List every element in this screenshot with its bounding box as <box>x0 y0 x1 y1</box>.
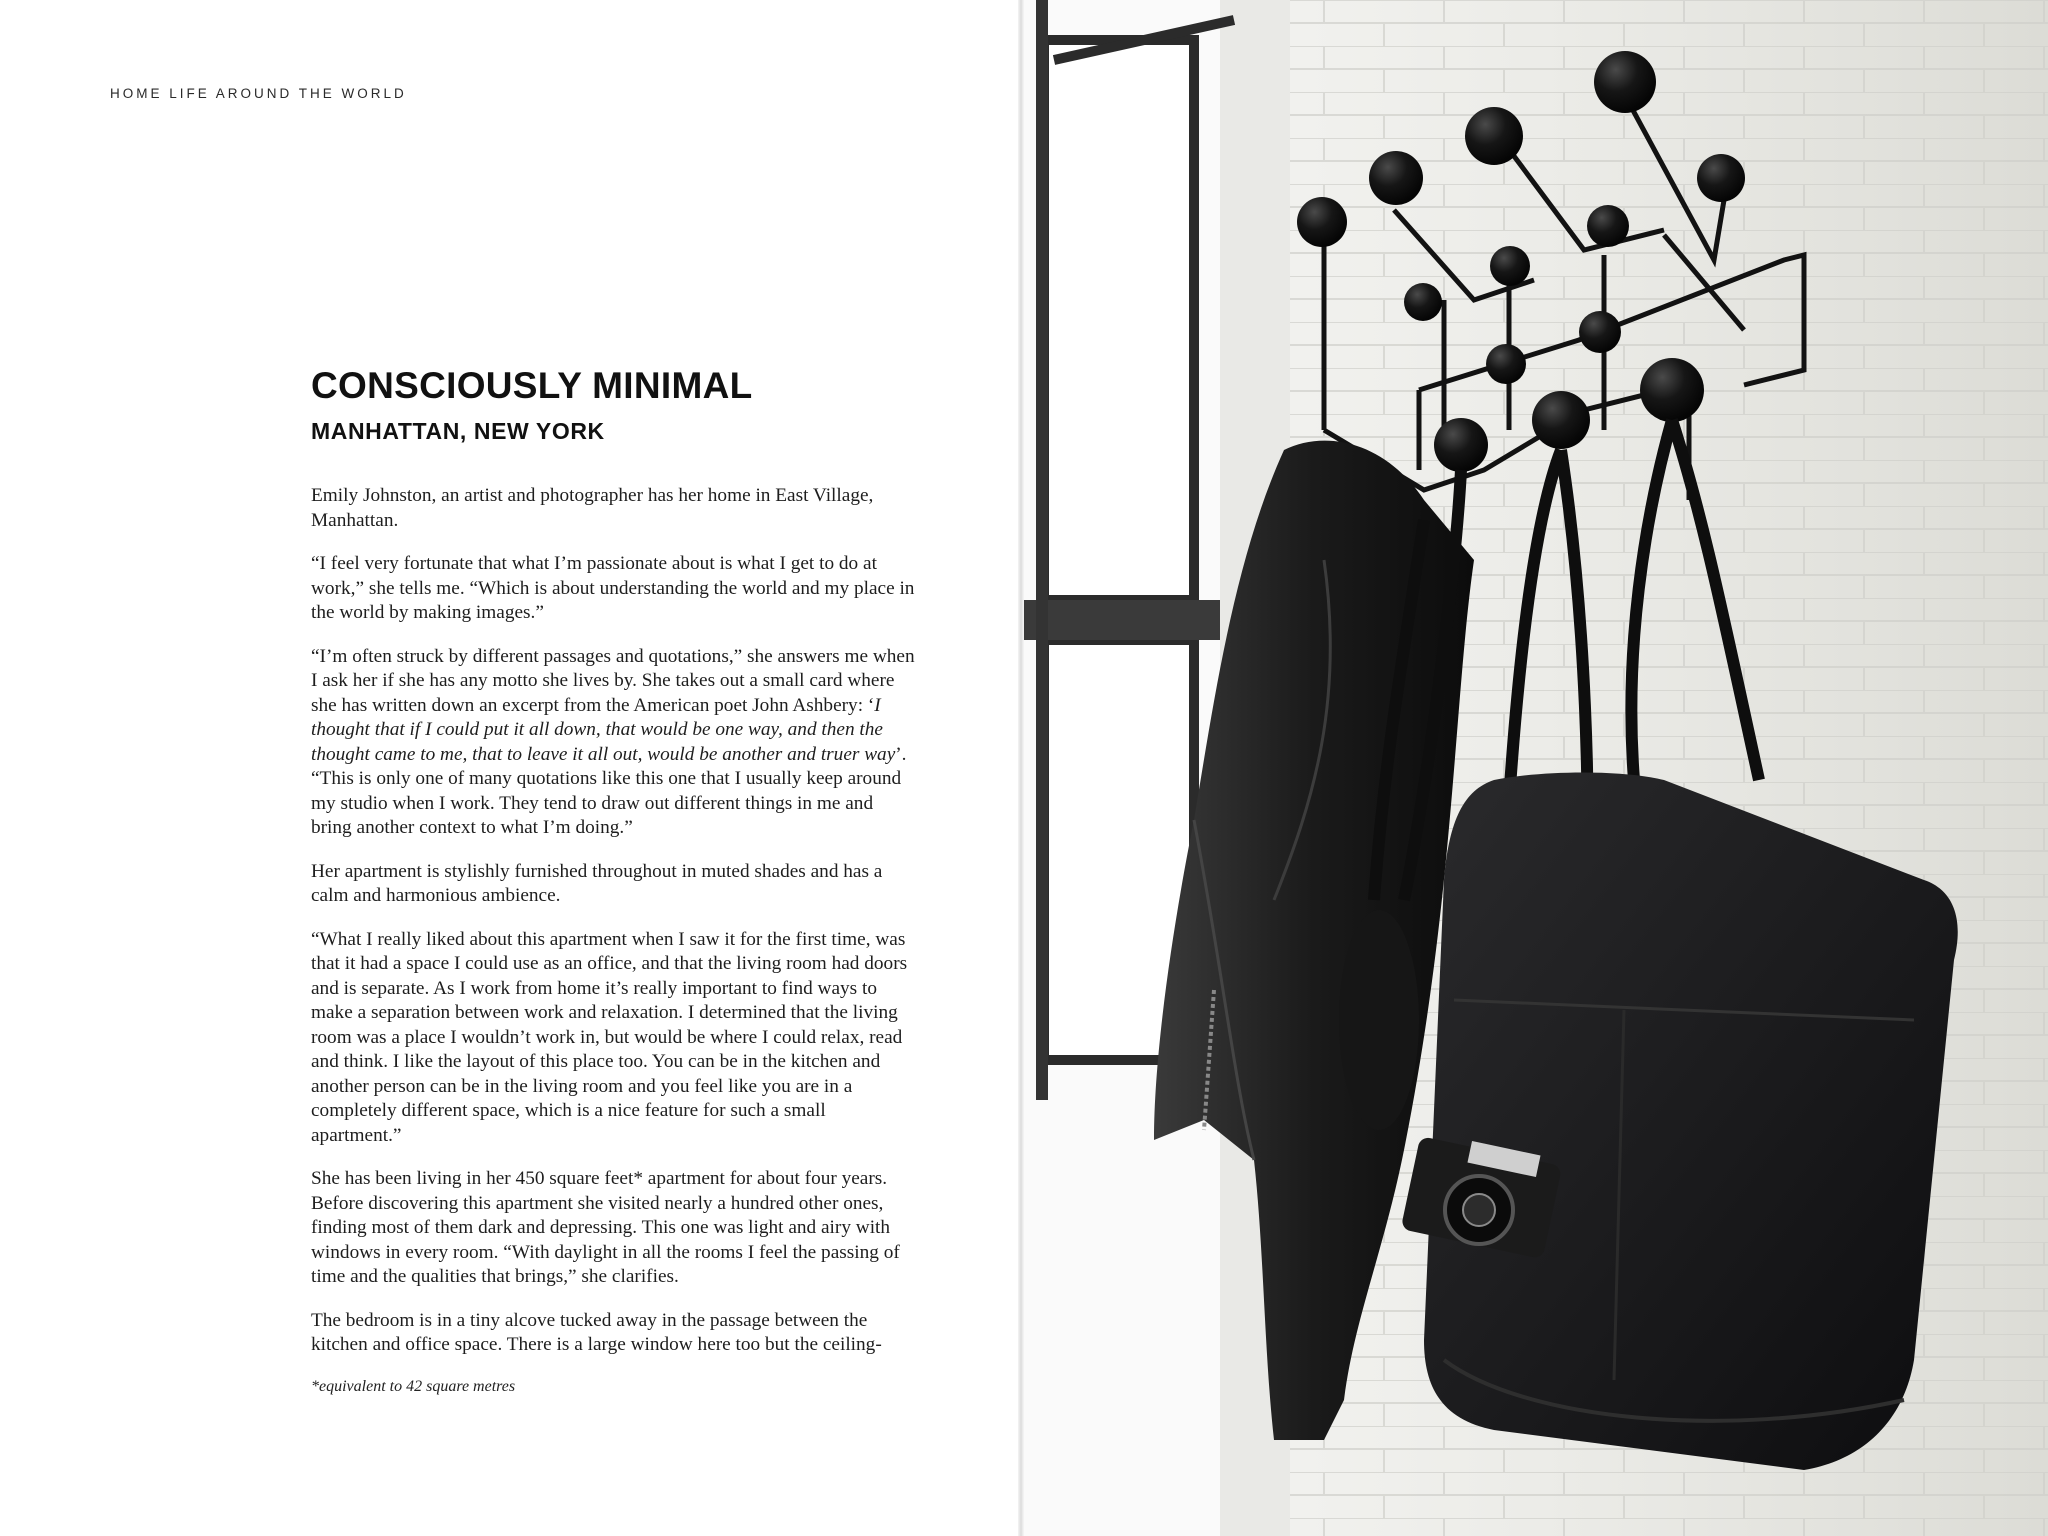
paragraph-6: She has been living in her 450 square feet* apartment for about four years. Before discovering this apartment she visited nearly a hundred other ones, finding most of them dark and depressing. This one was light and airy with windows in every room. “With daylight in all the rooms I feel the passing of time and the qualities that brings,” she clarifies. <box>311 1168 900 1287</box>
left-page <box>0 0 1022 1536</box>
photo-illustration <box>1024 0 2048 1536</box>
paragraph-2: “I feel very fortunate that what I’m passionate about is what I get to do at work,” she tells me. “Which is about understanding the world and my place in the world by making images.” <box>311 553 915 623</box>
article-subtitle: MANHATTAN, NEW YORK <box>311 418 605 444</box>
paragraph-3 <box>311 645 917 841</box>
ashbery-quote: I thought that if I could put it all down, that would be one way, and then the thought came to me, that to leave it all out, would be another and truer way <box>311 694 896 765</box>
footnote: *equivalent to 42 square metres <box>311 1378 516 1395</box>
paragraph-3-lead: “I’m often struck by different passages and quotations,” she answers me when I ask her if she has any motto she lives by. She takes out a small card where she has written down an excerpt from the American poet John Ashbery: ‘ <box>311 645 915 716</box>
article-body <box>311 484 917 1377</box>
article-title: CONSCIOUSLY MINIMAL <box>311 365 753 406</box>
paragraph-4: Her apartment is stylishly furnished throughout in muted shades and has a calm and harmonious ambience. <box>311 860 883 906</box>
tote-bag-icon <box>1424 773 1958 1471</box>
paragraph-7: The bedroom is in a tiny alcove tucked away in the passage between the kitchen and office space. There is a large window here too but the ceiling- <box>311 1309 882 1355</box>
paragraph-1: Emily Johnston, an artist and photographer has her home in East Village, Manhattan. <box>311 485 874 531</box>
paragraph-5: “What I really liked about this apartment when I saw it for the first time, was that it had a space I could use as an office, and that the living room had doors and is separate. As I work from home it’s really important to find ways to make a separation between work and relaxation. I determined that the living room was a place I wouldn’t work in, but would be where I could relax, read and think. I like the layout of this place too. You can be in the kitchen and another person can be in the living room and you feel like you are in a completely different space, which is a nice feature for such a small apartment.” <box>311 928 908 1146</box>
coat-rack-photo <box>1024 0 2048 1536</box>
running-head: HOME LIFE AROUND THE WORLD <box>110 86 407 101</box>
paragraph-3-tail: ’. “This is only one of many quotations like this one that I usually keep around my studio when I work. They tend to draw out different things in me and bring another context to what I’m doing.” <box>311 743 907 838</box>
